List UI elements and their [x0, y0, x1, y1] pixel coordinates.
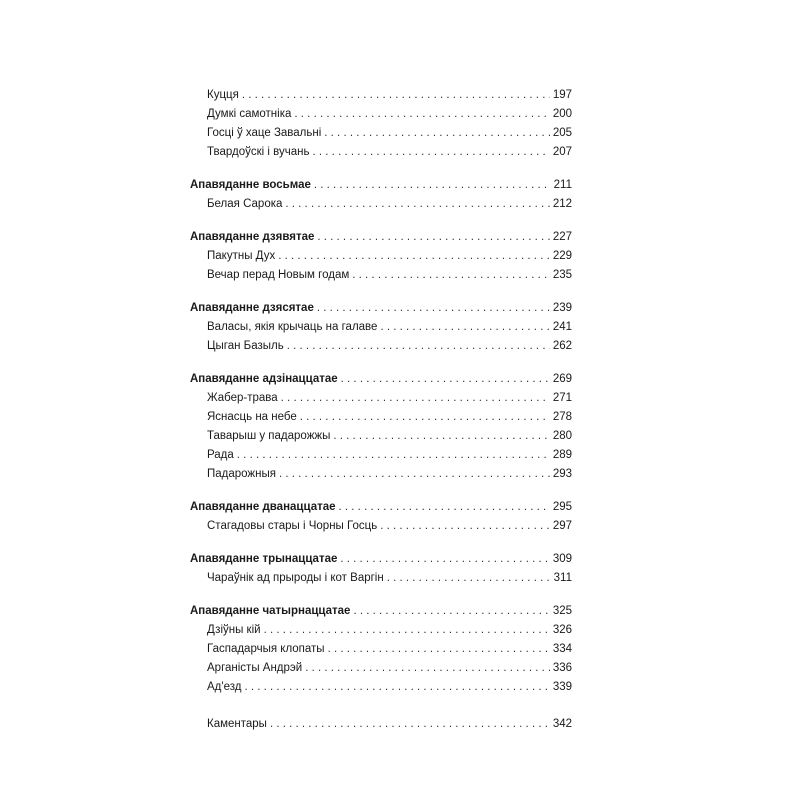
- toc-entry-page: 271: [552, 392, 572, 404]
- toc-entry-page: 239: [552, 302, 572, 314]
- toc-section-heading: [190, 176, 572, 195]
- toc-entry-page: 309: [552, 553, 572, 565]
- toc-entry-title: Гаспадарчыя клопаты: [207, 643, 325, 655]
- section-gap: [190, 356, 572, 370]
- dot-leader: [380, 517, 550, 536]
- toc-entry-title: Твардоўскі і вучань: [207, 146, 310, 158]
- toc-entry-page: 278: [552, 411, 572, 423]
- toc-entry-title: Ад'езд: [207, 681, 242, 693]
- dot-leader: [387, 569, 551, 588]
- section-gap: [190, 697, 572, 715]
- toc-entry: [190, 427, 572, 446]
- toc-entry: [190, 318, 572, 337]
- toc-section-title: Апавяданне дзясятае: [190, 302, 314, 314]
- toc-entry-page: 325: [552, 605, 572, 617]
- toc-entry-page: 229: [552, 250, 572, 262]
- dot-leader: [300, 408, 550, 427]
- toc-entry: [190, 124, 572, 143]
- section-gap: [190, 214, 572, 228]
- toc-entry-page: 235: [552, 269, 572, 281]
- dot-leader: [294, 105, 549, 124]
- toc-entry: [190, 195, 572, 214]
- section-gap: [190, 484, 572, 498]
- toc-entry: [190, 143, 572, 162]
- dot-leader: [339, 498, 550, 517]
- dot-leader: [237, 446, 550, 465]
- toc-entry-page: 336: [552, 662, 572, 674]
- toc-section-heading: [190, 228, 572, 247]
- toc-entry-page: 212: [552, 198, 572, 210]
- toc-section-title: Апавяданне трынаццатае: [190, 553, 338, 565]
- dot-leader: [341, 370, 550, 389]
- toc-section-heading: [190, 370, 572, 389]
- dot-leader: [352, 266, 550, 285]
- toc-section-title: Апавяданне дзявятае: [190, 231, 315, 243]
- toc-entry-title: Таварыш у падарожжы: [207, 430, 331, 442]
- toc-entry-title: Госці ў хаце Завальні: [207, 127, 322, 139]
- dot-leader: [340, 550, 549, 569]
- toc-entry-title: Думкі самотніка: [207, 108, 292, 120]
- dot-leader: [313, 143, 550, 162]
- toc-entry-page: 339: [552, 681, 572, 693]
- dot-leader: [281, 389, 550, 408]
- toc-entry: [190, 337, 572, 356]
- toc-entry-title: Дзіўны кій: [207, 624, 261, 636]
- toc-entry-title: Чараўнік ад прыроды і кот Варгін: [207, 572, 384, 584]
- toc-entry-page: 200: [552, 108, 572, 120]
- dot-leader: [285, 195, 549, 214]
- toc-section-heading: [190, 550, 572, 569]
- toc-entry-page: 326: [552, 624, 572, 636]
- toc-entry-page: 311: [553, 572, 572, 584]
- toc-entry-title: Стагадовы стары і Чорны Госць: [207, 520, 378, 532]
- dot-leader: [270, 715, 550, 734]
- toc-entry-title: Яснасць на небе: [207, 411, 297, 423]
- toc-entry-page: 207: [552, 146, 572, 158]
- toc-entry-title: Валасы, якія крычаць на галаве: [207, 321, 378, 333]
- toc-entry-page: 197: [552, 89, 572, 101]
- toc-section-heading: [190, 602, 572, 621]
- toc-entry: [190, 640, 572, 659]
- toc-entry-page: 295: [552, 501, 572, 513]
- toc-entry-title: Цыган Базыль: [207, 340, 284, 352]
- toc-entry-title: Вечар перад Новым годам: [207, 269, 350, 281]
- toc-entry-title: Пакутны Дух: [207, 250, 276, 262]
- toc-entry: [190, 86, 572, 105]
- dot-leader: [244, 678, 549, 697]
- toc-section-title: Апавяданне дванаццатае: [190, 501, 336, 513]
- toc-section-heading: [190, 299, 572, 318]
- section-gap: [190, 162, 572, 176]
- dot-leader: [328, 640, 550, 659]
- toc-entry-title: Жабер-трава: [207, 392, 278, 404]
- toc-section-heading: [190, 498, 572, 517]
- dot-leader: [264, 621, 550, 640]
- section-gap: [190, 588, 572, 602]
- dot-leader: [380, 318, 549, 337]
- table-of-contents: [190, 86, 572, 734]
- dot-leader: [305, 659, 550, 678]
- dot-leader: [242, 86, 550, 105]
- dot-leader: [333, 427, 549, 446]
- toc-entry-comments: [190, 715, 572, 734]
- section-gap: [190, 285, 572, 299]
- toc-entry: [190, 105, 572, 124]
- toc-entry-page: 262: [552, 340, 572, 352]
- toc-entry: [190, 389, 572, 408]
- toc-entry-page: 342: [552, 718, 572, 730]
- toc-entry-page: 269: [552, 373, 572, 385]
- dot-leader: [278, 247, 550, 266]
- toc-entry: [190, 408, 572, 427]
- toc-entry-page: 280: [552, 430, 572, 442]
- dot-leader: [324, 124, 550, 143]
- toc-entry-title: Падарожныя: [207, 468, 276, 480]
- toc-entry: [190, 266, 572, 285]
- toc-entry-page: 293: [552, 468, 572, 480]
- toc-entry: [190, 247, 572, 266]
- dot-leader: [317, 228, 549, 247]
- toc-entry: [190, 517, 572, 536]
- toc-entry-page: 297: [552, 520, 572, 532]
- toc-entry-page: 211: [553, 179, 572, 191]
- toc-section-title: Апавяданне адзінаццатае: [190, 373, 338, 385]
- toc-entry: [190, 659, 572, 678]
- toc-entry-title: Каментары: [207, 718, 267, 730]
- toc-entry-page: 227: [552, 231, 572, 243]
- toc-entry-title: Куцця: [207, 89, 239, 101]
- toc-entry-page: 205: [552, 127, 572, 139]
- toc-entry-title: Белая Сарока: [207, 198, 283, 210]
- toc-entry-title: Арганісты Андрэй: [207, 662, 303, 674]
- toc-entry: [190, 569, 572, 588]
- toc-entry-page: 241: [552, 321, 572, 333]
- toc-entry: [190, 678, 572, 697]
- toc-entry: [190, 465, 572, 484]
- toc-entry-page: 334: [552, 643, 572, 655]
- dot-leader: [279, 465, 550, 484]
- dot-leader: [287, 337, 550, 356]
- toc-entry: [190, 621, 572, 640]
- toc-section-title: Апавяданне чатырнаццатае: [190, 605, 351, 617]
- dot-leader: [314, 176, 551, 195]
- dot-leader: [353, 602, 549, 621]
- toc-section-title: Апавяданне восьмае: [190, 179, 311, 191]
- dot-leader: [317, 299, 550, 318]
- toc-entry-title: Рада: [207, 449, 234, 461]
- section-gap: [190, 536, 572, 550]
- toc-entry: [190, 446, 572, 465]
- toc-entry-page: 289: [552, 449, 572, 461]
